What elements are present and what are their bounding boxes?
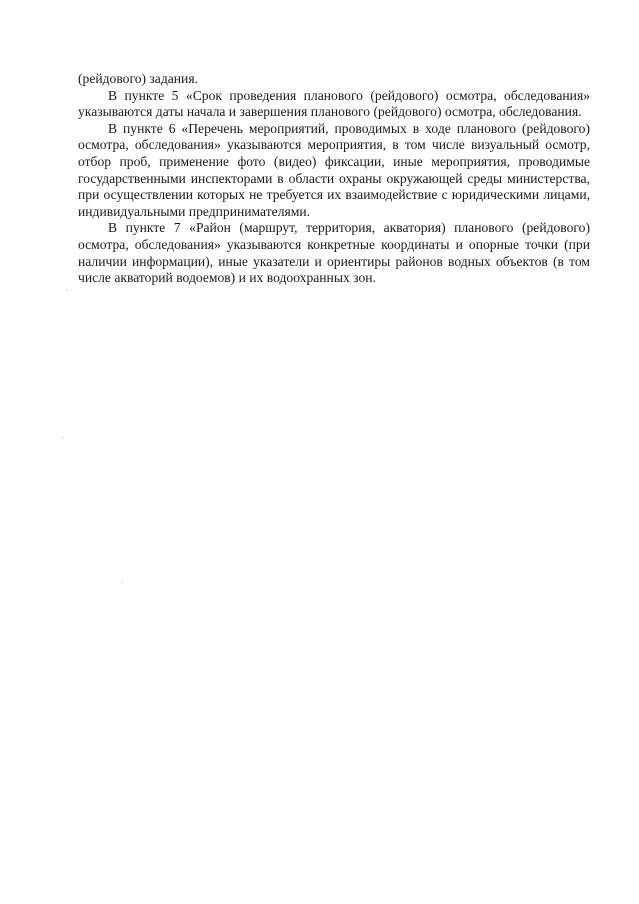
paragraph-item-6: В пункте 6 «Перечень мероприятий, проводимых в ходе планового (рейдового) осмотра, обследования» указываются мероприятия, в том числе визуальный осмотр, отбор проб, применение фото (видео) фиксации, иные мероприятия, проводимые государственными инспекторами в области охраны окружающей среды министерства, при осуществлении которых не требуется их взаимодействие с юридическими лицами, индивидуальными предпринимателями. (78, 120, 590, 219)
scan-speck (66, 290, 67, 291)
paragraph-continuation: (рейдового) задания. (78, 71, 198, 86)
scan-speck (122, 582, 123, 583)
paragraph-item-5: В пункте 5 «Срок проведения планового (рейдового) осмотра, обследования» указываются даты начала и завершения планового (рейдового) осмотра, обследования. (78, 87, 590, 120)
scan-speck (62, 437, 63, 438)
document-body (78, 71, 590, 287)
paragraph-item-7: В пункте 7 «Район (маршрут, территория, акватория) планового (рейдового) осмотра, обследования» указываются конкретные координаты и опорные точки (при наличии информации), иные указатели и ориентиры районов водных объектов (в том числе акваторий водоемов) и их водоохранных зон. (78, 220, 590, 286)
